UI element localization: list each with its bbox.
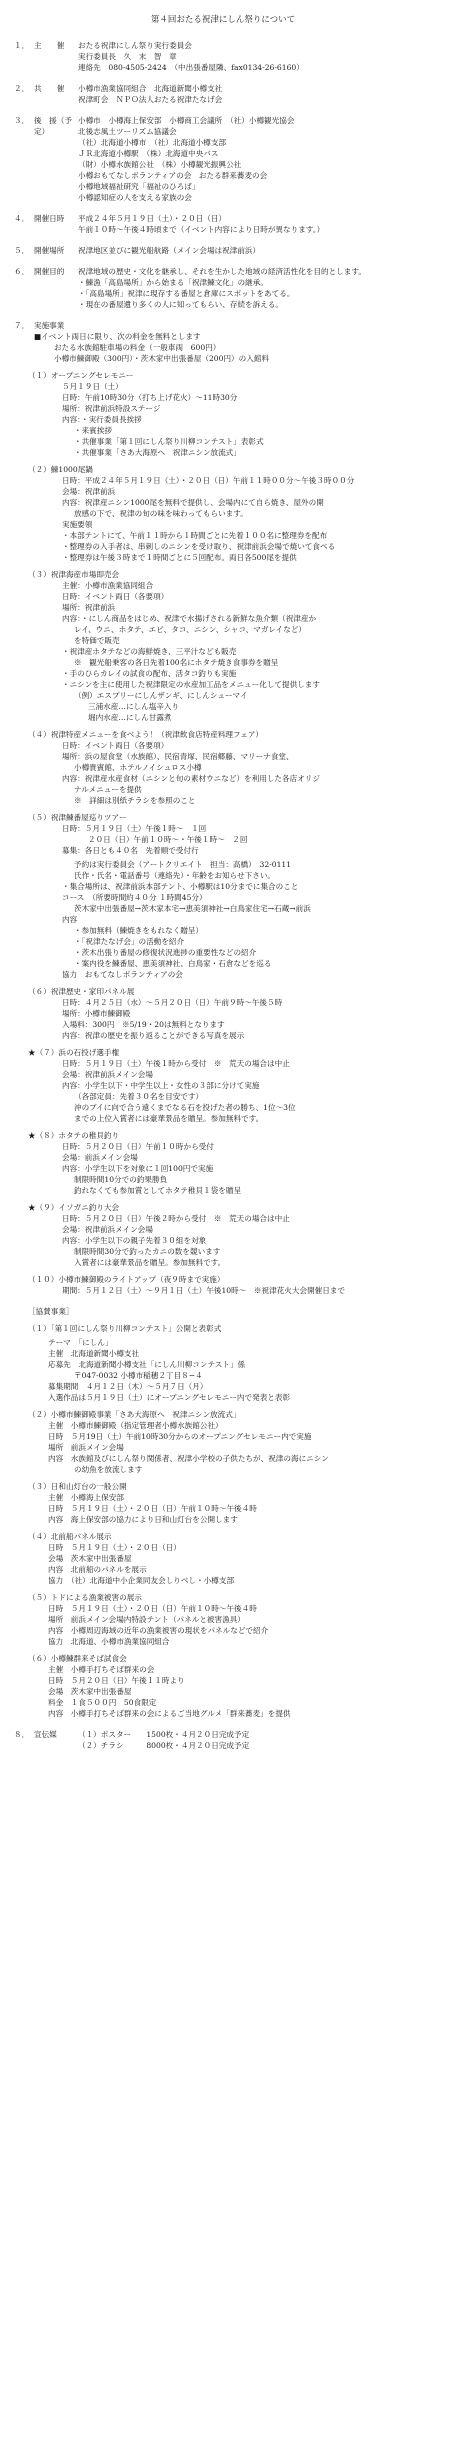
section-body <box>78 266 432 310</box>
item-line: 主催 北海道新聞小樽支社 <box>48 1349 140 1359</box>
item-line: 日時：５月１９日（土）午後１時〜 １回 <box>62 824 207 834</box>
item-line: 堀内水産…にしん甘露煮 <box>88 713 172 723</box>
item-line: ※ 詳細は別紙チラシを参照のこと <box>74 796 196 806</box>
intro-line: ■イベント両日に限り、次の料金を無料とします <box>34 332 201 342</box>
item-heading: （４）祝津特産メニューを食べよう！（祝津飲食店特産料理フェア） <box>28 730 264 740</box>
section-5 <box>14 245 432 256</box>
item-line: 放感の下で、祝津の旬の味を味わってもらいます。 <box>74 509 248 519</box>
item-line: 三浦水産…にしん塩辛入り <box>88 702 180 712</box>
item-line: 場所：浜の屋食堂（水族館）、民宿青塚、民宿郷藤、マリーナ食堂、 <box>62 752 294 762</box>
item-heading: （２）鰊1000尾鍋 <box>28 465 93 475</box>
item-line: 場所 前浜メイン会場内特設テント（パネルと被害漁具） <box>48 1615 245 1625</box>
section-line: 小樽市 小樽海上保安部 小樽商工会議所 （社）小樽観光協会 <box>78 116 295 126</box>
section-line: 小樽認知症の人を支える家族の会 <box>78 193 192 203</box>
item-line: ・共催事業「さあ大海原へ 祝津ニシン放流式」 <box>74 448 241 458</box>
item-line: 内容：小学生以下を対象に１回100円で実施 <box>62 1164 214 1174</box>
item-heading: （１０）小樽市鰊御殿のライトアップ（夜９時まで実施） <box>28 1275 225 1285</box>
section-number: １． <box>14 41 30 51</box>
item-line: 場所：祝津前浜 <box>62 603 116 613</box>
item-line: 入賞者には豪華景品を贈呈。参加無料です。 <box>74 1258 226 1268</box>
item-line: ・整理券は午後３時まで１時間ごとに５回配布。両日各500尾を提供 <box>62 553 297 563</box>
item-line: レイ、ウニ、ホタテ、エビ、タコ、ニシン、シャコ、マガレイなど） <box>74 625 307 635</box>
item-line: 日時：イベント両日（各要項） <box>62 592 169 602</box>
section-number: ２． <box>14 84 30 94</box>
item-line: 制限時間10分での釣果勝負 <box>74 1175 168 1185</box>
item-line: 料金 １食５００円 50食限定 <box>48 1698 157 1708</box>
item-line: 内容 <box>62 915 78 925</box>
section-5-header <box>14 245 432 256</box>
item-line: 会場 茨木家中出張番屋 <box>48 1554 132 1564</box>
section-label: 開催目的 <box>34 267 65 277</box>
item-line: 日時 ５月１９日（土）・２０日（日） <box>48 1543 181 1553</box>
item-line: ※ 観光船乗客の各日先着100名にホタテ焼き食事券を贈呈 <box>74 658 279 668</box>
section-label: 主 催 <box>34 41 65 51</box>
section-line: ・鰊漁「高島場所」から始まる「祝津鰊文化」の継承。 <box>78 278 268 288</box>
item-line: 内容：祝津の歴史を振り返ることができる写真を展示 <box>62 1031 245 1041</box>
section-3 <box>14 115 432 203</box>
section-number: ８． <box>14 1730 30 1740</box>
section-number: ４． <box>14 214 30 224</box>
section-number: ６． <box>14 267 30 277</box>
section-line: 小樽市漁業協同組合 北海道新聞小樽支社 <box>78 84 223 94</box>
section-label: 開催日時 <box>34 214 65 224</box>
sponsored-events-header: ［協賛事業］ <box>28 1307 74 1317</box>
item-line: 内容：祝津産水産食材（ニシンと旬の素材ウニなど）を利用した各店オリジ <box>62 774 320 784</box>
item-line: 応募先 北海道新聞小樽支社「にしん川柳コンテスト」係 <box>48 1360 246 1370</box>
item-heading: （２）小樽市鰊御殿事業「さあ大海原へ 祝津ニシン放流式」 <box>28 1410 241 1420</box>
section-7 <box>14 320 432 1296</box>
item-line: ２０日（日）午前１０時〜・午後１時〜 ２回 <box>88 835 248 845</box>
item-line: ・来賓挨拶 <box>74 426 112 436</box>
section-2-header <box>14 83 432 105</box>
item-line: 内容：小学生以下・中学生以上・女性の３部に分けて実施 <box>62 1081 260 1091</box>
section-line: 祝津町会 ＮＰＯ法人おたる祝津たなげ会 <box>78 95 223 105</box>
section-label: 後 援（予定） <box>34 116 72 137</box>
item-heading: （４）北前船パネル展示 <box>28 1532 112 1542</box>
item-line: 内容 小樽手打ちそば群来の会によるご当地グルメ「群来蕎麦」を提供 <box>48 1709 291 1719</box>
section-body <box>78 83 432 105</box>
item-line: ・案内役を鰊番屋、恵美須神社、白鳥家・石倉などを巡る <box>74 959 272 969</box>
item-heading: （１）オープニングセレモニー <box>28 371 134 381</box>
item-line: ・「祝津たなげ会」の活動を紹介 <box>74 937 185 947</box>
item-line: 内容 北前船のパネルを展示 <box>48 1565 147 1575</box>
item-line: 協力 北海道、小樽市漁業協同組合 <box>48 1637 170 1647</box>
item-line: 主催：小樽市漁業協同組合 <box>62 581 154 591</box>
sponsored-events-items <box>14 1323 432 1719</box>
item-line: の幼魚を放流します <box>74 1465 143 1475</box>
section-line: 小樽地域福祉研究「福祉のひろば」 <box>78 182 200 192</box>
section-line: （１）ポスター 1500枚・４月２０日完成予定 <box>78 1730 250 1740</box>
item-line: 会場 茨木家中出張番屋 <box>48 1687 132 1697</box>
item-heading: （５）トドによる漁業被害の展示 <box>28 1593 142 1603</box>
item-line: 内容：小学生以下の親子先着３０組を対象 <box>62 1236 207 1246</box>
item-line: 日時：イベント両日（各要項） <box>62 741 169 751</box>
item-line: 協力 おもてなしボランティアの会 <box>62 970 183 980</box>
section-1 <box>14 40 432 73</box>
section-7-items <box>14 370 432 1296</box>
section-number: ５． <box>14 246 30 256</box>
item-line: 期間：５月１２日（土）〜９月１日（土）午後10時〜 ※祝津花火大会開催日まで <box>62 1286 346 1296</box>
item-line: ・本部テントにて、午前１１時から１時間ごとに先着１００名に整理券を配布 <box>62 531 328 541</box>
item-line: 日時 ５月１９日（土）・２０日（日）午前１０時〜午後４時 <box>48 1604 257 1614</box>
basic-info-sections <box>14 40 432 310</box>
item-line: 内容：祝津産ニシン1000尾を無料で提供し、会場内にて自ら焼き、屋外の開 <box>62 498 324 508</box>
section-4-header <box>14 213 432 235</box>
section-line: 午前１０時〜午後４時頃まで（イベント内容により日時が異なります。） <box>78 225 325 235</box>
item-line: 入場料：300円 ※5/19・20は無料となります <box>62 1020 225 1030</box>
section-number: ３． <box>14 116 30 126</box>
section-label: 宣伝媒 <box>34 1730 57 1740</box>
item-line: テーマ 「にしん」 <box>48 1338 113 1348</box>
item-heading: ★（７）浜の石投げ選手権 <box>28 1048 120 1058</box>
section-line: 平成２４年５月１９日（土）・２０日（日） <box>78 214 227 224</box>
section-line: ・現在の番屋遺り多くの人に知ってもらい、存続を訴える。 <box>78 300 284 310</box>
item-line: 実施要領 <box>62 520 93 530</box>
item-line: 募集期間 ４月１２日（木）〜５月７日（月） <box>48 1382 208 1392</box>
item-line: 会場：祝津前浜メイン会場 <box>62 1225 153 1235</box>
section-body <box>78 115 432 203</box>
item-line: 主催 小樽市鰊御殿（指定管理者小樽水族館公社） <box>48 1421 223 1431</box>
section-body <box>78 1729 432 1751</box>
item-line: 日時：平成２４年５月１９日（土）・２０日（日）午前１１時００分〜午後３時００分 <box>62 476 355 486</box>
section-line: （２）チラシ 8000枚・４月２０日完成予定 <box>78 1741 250 1751</box>
item-line: 場所 前浜メイン会場 <box>48 1443 124 1453</box>
section-1-header <box>14 40 432 73</box>
item-line: ５月１９日（土） <box>62 382 123 392</box>
item-line: 氏作・氏名・電話番号（連絡先）・年齢をお知らせ下さい。 <box>74 871 275 881</box>
item-line: 日時 ５月19日（土）午前10時30分からのオープニングセレモニー内で実施 <box>48 1432 312 1442</box>
item-line: 〒047-0032 小樽市稲穂２丁目８−４ <box>74 1371 203 1381</box>
section-7-label: 実施事業 <box>34 321 65 331</box>
item-line: 主催 小樽手打ちそば群来の会 <box>48 1665 155 1675</box>
item-line: を特価で販売 <box>74 636 120 646</box>
item-line: ・手のひらカレイの試食の配布、活タコ釣りも実施 <box>62 669 237 679</box>
item-line: 入選作品は５月１９日（土）にオープニングセレモニー内で発表と表彰 <box>48 1393 291 1403</box>
item-line: 日時：５月１９日（土）午後１時から受付 ※ 荒天の場合は中止 <box>62 1059 290 1069</box>
item-line: 場所：小樽市鰊御殿 <box>62 1009 131 1019</box>
item-heading: （６）小樽鰊群来そば試食会 <box>28 1654 127 1664</box>
item-line: 主催 小樽海上保安部 <box>48 1493 124 1503</box>
section-line: 祝津地区並びに観光船航路（メイン会場は祝津前浜） <box>78 246 261 256</box>
item-line: 小樽貴賓館、ホテルノイシュロス小樽 <box>74 763 202 773</box>
item-line: までの上位入賞者には豪華景品を贈呈。参加無料です。 <box>74 1114 264 1124</box>
intro-line: 小樽市鰊御殿（300円）・茨木家中出張番屋（200円）の入館料 <box>54 354 270 364</box>
section-line: 北後志風土ツーリズム協議会 <box>78 127 177 137</box>
section-line: おたる祝津にしん祭り実行委員会 <box>78 41 192 51</box>
item-line: 会場：祝津前浜メイン会場 <box>62 1070 153 1080</box>
item-heading: （６）祝津歴史・家印パネル展 <box>28 987 135 997</box>
item-line: 内容：・実行委員長挨拶 <box>62 415 142 425</box>
section-line: ＪＲ北海道小樽駅 （株）北海道中央バス <box>78 149 219 159</box>
item-line: 会場：祝津前浜 <box>62 487 116 497</box>
item-line: 釣れなくても参加賞としてホタテ稚貝１袋を贈呈 <box>74 1186 242 1196</box>
section-line: 祝津地域の歴史・文化を継承し、それを生かした地域の経済活性化を目的とします。 <box>78 267 366 277</box>
item-line: 募集：各日とも４０名 先着順で受付行 <box>62 846 199 856</box>
section-line: 小樽おもてなしボランティアの会 おたる群来蕎麦の会 <box>78 171 268 181</box>
section-body <box>78 245 432 256</box>
item-heading: （１）「第１回にしん祭り川柳コンテスト」公開と表彰式 <box>28 1324 222 1334</box>
section-7-number: ７． <box>14 321 30 331</box>
item-line: 日時：午前10時30分（打ち上げ花火）〜11時30分 <box>62 393 238 403</box>
item-line: 会場：前浜メイン会場 <box>62 1153 138 1163</box>
section-6 <box>14 266 432 310</box>
item-line: 日時：４月２５日（水）〜５月２０日（日）午前９時〜午後５時 <box>62 998 283 1008</box>
document-title: 第４回おたる祝津にしん祭りについて <box>150 15 296 25</box>
section-8-header <box>14 1729 432 1751</box>
item-line: ・整理券の入手者は、串刺しのニシンを受け取り、祝津前浜会場で焼いて食べる <box>62 542 336 552</box>
section-7-header <box>14 320 432 331</box>
item-line: 日時：５月２０日（日）午後２時から受付 ※ 荒天の場合は中止 <box>62 1214 290 1224</box>
section-8 <box>14 1729 432 1751</box>
intro-line: おたる水族館駐車場の料金（一般車両 600円） <box>54 343 221 353</box>
item-line: 協力 （社）北海道中小企業同友会しりべし・小樽支部 <box>48 1576 235 1586</box>
item-line: 日時 ５月１９日（土）・２０日（日）午前１０時〜午後４時 <box>48 1504 257 1514</box>
section-8 <box>14 1729 432 1751</box>
item-line: （各部定員：先着３０名を目安です） <box>74 1092 204 1102</box>
item-line: ・祝津産ホタテなどの海鮮焼き、三平汁なども販売 <box>62 647 237 657</box>
item-line: （例）エスプリーにしんザンギ、にしんシューマイ <box>74 691 248 701</box>
item-line: ・共催事業「第１回にしん祭り川柳コンテスト」表彰式 <box>74 437 264 447</box>
item-line: 日時 ５月２０日（日）午後１１時より <box>48 1676 185 1686</box>
section-3-header <box>14 115 432 203</box>
section-body <box>78 213 432 235</box>
item-line: ・集合場所は、祝津前浜本部テント、小樽駅は10分までに集合のこと <box>62 882 299 892</box>
item-heading: （３）日和山灯台の一般公開 <box>28 1482 127 1492</box>
sponsored-events <box>14 1306 432 1719</box>
item-line: 場所：祝津前浜特設ステージ <box>62 404 161 414</box>
item-heading: ★（９）イソガニ釣り大会 <box>28 1203 120 1213</box>
section-line: ・「高島場所」祝津に現存する番屋と倉庫にスポットをあてる。 <box>78 289 295 299</box>
item-line: 内容：・にしん商品をはじめ、祝津で水揚げされる新鮮な魚介類（祝津産か <box>62 614 317 624</box>
item-line: ・ニシンを主に使用した祝津限定の水産加工品をメニュー化して提供します <box>62 680 320 690</box>
item-heading: （５）祝津鰊番屋巡りツアー <box>28 813 127 823</box>
item-line: ・参加無料（鰊焼きをもれなく贈呈） <box>74 926 204 936</box>
item-line: 日時：５月２０日（日）午前１０時から受付 <box>62 1142 214 1152</box>
item-line: 沖のブイに向で合う遠くまでなる石を投げた者の勝ち、1位〜3位 <box>74 1103 296 1113</box>
section-line: 連絡先 080-4505-2424 （中出張番屋隣、fax0134-26-6160） <box>78 63 304 73</box>
section-label: 共 催 <box>34 84 65 94</box>
item-line: 内容 海上保安部の協力により日和山灯台を公開します <box>48 1515 238 1525</box>
item-line: 茨木家中出張番屋→茨木家本宅→恵美須神社→白鳥家住宅→石蔵→前浜 <box>74 904 311 914</box>
item-line: 予約は実行委員会（アートクリエイト 担当：高橋） 32-0111 <box>74 860 292 870</box>
section-4 <box>14 213 432 235</box>
item-line: コース （所要時間約４０分 １時間45分） <box>62 893 207 903</box>
item-heading: ★（８）ホタテの稚貝釣り <box>28 1131 120 1141</box>
item-line: 内容 小樽周辺海域の近年の漁業被害の現状をパネルなどで紹介 <box>48 1626 269 1636</box>
item-line: ナルメニューを提供 <box>74 785 142 795</box>
section-line: （財）小樽水族館公社 （株）小樽観光振興公社 <box>78 160 242 170</box>
section-body <box>78 40 432 73</box>
section-2 <box>14 83 432 105</box>
item-line: ・茨木出張り番屋の修復状況進捗の重要性などの紹介 <box>74 948 257 958</box>
item-line: 内容 水族館及びにしん祭り関係者、祝津小学校の子供たちが、祝津の海にニシン <box>48 1454 329 1464</box>
section-line: 実行委員長 久 末 智 章 <box>78 52 177 62</box>
section-label: 開催場所 <box>34 246 65 256</box>
item-heading: （３）祝津海産市場即売会 <box>28 570 120 580</box>
section-6-header <box>14 266 432 310</box>
item-line: 制限時間30分で釣ったカニの数を競います <box>74 1247 221 1257</box>
section-line: （社）北海道小樽市 （社）北海道小樽支部 <box>78 138 227 148</box>
section-7-intro <box>14 331 432 364</box>
